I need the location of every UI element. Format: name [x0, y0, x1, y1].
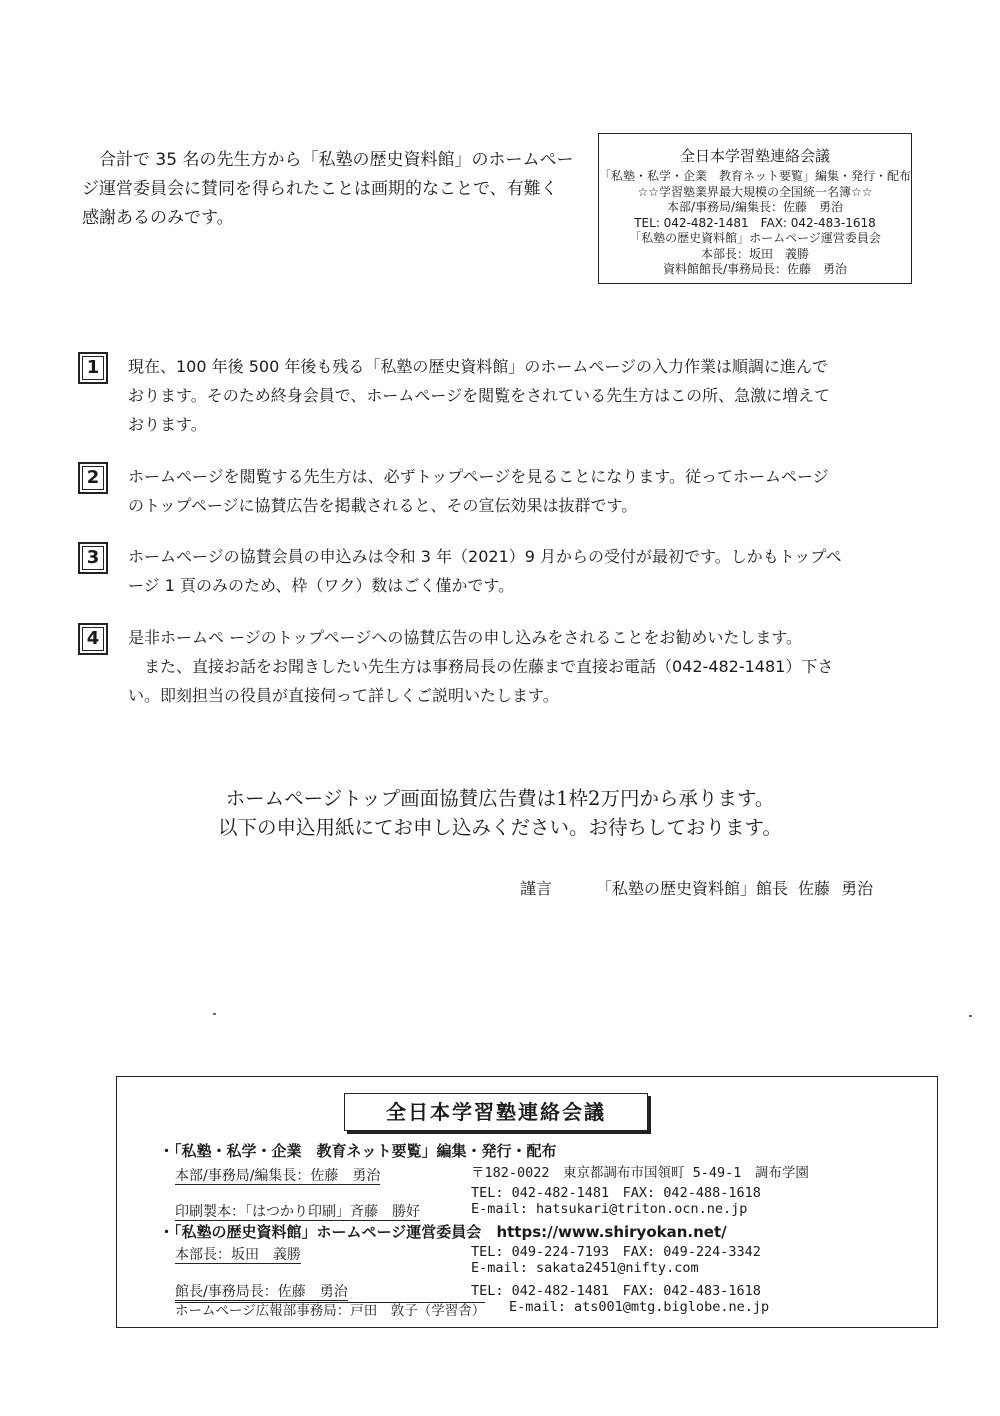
- item-line: 現在、100 年後 500 年後も残る「私塾の歴史資料館」のホームページの入力作業は順調に進んで: [128, 357, 829, 376]
- footer-editor: 本部/事務局/編集長：佐藤 勇治: [175, 1168, 381, 1184]
- intro-line-2: ジ運営委員会に賛同を得られたことは画期的なことで、有難く: [82, 179, 558, 199]
- footer-email-1: [471, 1201, 747, 1217]
- organization-line: ☆☆学習塾業界最大規模の全国統一名簿☆☆: [637, 184, 873, 199]
- footer-pr-office: ホームページ広報部事務局：戸田 敦子（学習舎）: [175, 1303, 486, 1319]
- intro-paragraph: [82, 146, 582, 233]
- organization-line: 資料館館長/事務局長：佐藤 勇治: [662, 262, 848, 276]
- organization-line: 本部/事務局/編集長：佐藤 勇治: [666, 200, 844, 214]
- scan-speck: [213, 1013, 216, 1015]
- footer-director: 館長/事務局長：佐藤 勇治: [175, 1284, 348, 1300]
- item-number-box: 2: [78, 462, 108, 494]
- intro-line-3: 感謝あるのみです。: [82, 208, 234, 228]
- notice-line-2: 以下の申込用紙にてお申し込みください。お待ちしております。: [218, 816, 782, 839]
- footer-title: 全日本学習塾連絡会議: [344, 1093, 648, 1131]
- numbered-item-3: [78, 542, 918, 600]
- footer-contact-box: [116, 1076, 938, 1328]
- organization-box: [598, 133, 912, 284]
- footer-website-link[interactable]: https://www.shiryokan.net/: [496, 1223, 727, 1241]
- item-line: 是非ホームペ ージのトップページへの協賛広告の申し込みをされることをお勧めいたします。: [128, 628, 803, 647]
- organization-line: 「私塾の歴史資料館」ホームページ運営委員会: [629, 231, 881, 245]
- item-line: ージ 1 頁のみのため、枠（ワク）数はごく僅かです。: [128, 576, 515, 595]
- footer-tel-fax-1: TEL: 042-482-1481 FAX: 042-488-1618: [471, 1185, 761, 1201]
- numbered-item-1: [78, 352, 918, 439]
- footer-address: 〒182-0022 東京都調布市国領町 5-49-1 調布学園: [471, 1165, 809, 1181]
- footer-chief: 本部長：坂田 義勝: [175, 1247, 301, 1263]
- organization-title: 全日本学習塾連絡会議: [679, 147, 830, 165]
- footer-email-3: E-mail: ats001@mtg.biglobe.ne.jp: [509, 1299, 770, 1315]
- signature-title: 「私塾の歴史資料館」館長: [596, 879, 789, 898]
- scan-speck: [969, 1015, 972, 1017]
- footer-section-2-title: ・「私塾の歴史資料館」ホームページ運営委員会: [159, 1223, 482, 1241]
- footer-email-1-text: E-mail: hatsukari@triton.ocn.ne.jp: [471, 1201, 748, 1217]
- numbered-item-4: [78, 623, 918, 710]
- item-line: ホームページの協賛会員の申込みは令和 3 年（2021）9 月からの受付が最初です。しかもトップペ: [128, 547, 842, 566]
- numbered-item-2: [78, 462, 918, 520]
- footer-email-2: E-mail: sakata2451@nifty.com: [471, 1260, 699, 1276]
- item-number-box: 1: [78, 352, 108, 384]
- item-line: また、直接お話をお聞きしたい先生方は事務局長の佐藤まで直接お電話（042-482-1481）下さ: [144, 657, 834, 676]
- signature-closing: 謹言: [520, 879, 553, 898]
- item-line: い。即刻担当の役員が直接伺って詳しくご説明いたします。: [128, 686, 559, 705]
- item-line: おります。そのため終身会員で、ホームページを閲覧をされている先生方はこの所、急激に増えて: [128, 386, 831, 405]
- signature-name: 佐藤 勇治: [798, 879, 874, 898]
- signature: [520, 876, 873, 899]
- organization-line: 本部長：坂田 義勝: [700, 246, 809, 261]
- footer-printer: 印刷製本：「はつかり印刷」斉藤 勝好: [175, 1204, 420, 1220]
- item-line: ホームページを閲覧する先生方は、必ずトップページを見ることになります。従ってホームページ: [128, 467, 829, 486]
- footer-tel-fax-3: TEL: 042-482-1481 FAX: 042-483-1618: [471, 1283, 761, 1299]
- item-line: のトップページに協賛広告を掲載されると、その宣伝効果は抜群です。: [128, 496, 638, 515]
- item-number-box: 3: [78, 542, 108, 574]
- footer-section-1-heading: ・「私塾・私学・企業 教育ネット要覧」編集・発行・配布: [159, 1142, 557, 1160]
- organization-line: TEL: 042-482-1481 FAX: 042-483-1618: [634, 215, 876, 230]
- footer-tel-fax-2: TEL: 049-224-7193 FAX: 049-224-3342: [471, 1244, 761, 1260]
- notice-line-1: ホームページトップ画面協賛広告費は1枠2万円から承ります。: [225, 787, 775, 810]
- organization-line: 「私塾・私学・企業 教育ネット要覧」編集・発行・配布: [599, 169, 912, 183]
- advertising-notice: [0, 784, 1000, 842]
- footer-section-2-heading: [159, 1221, 727, 1242]
- item-line: おります。: [128, 415, 207, 434]
- intro-line-1: 合計で 35 名の先生方から「私塾の歴史資料館」のホームペー: [99, 150, 574, 170]
- item-number-box: 4: [78, 623, 108, 655]
